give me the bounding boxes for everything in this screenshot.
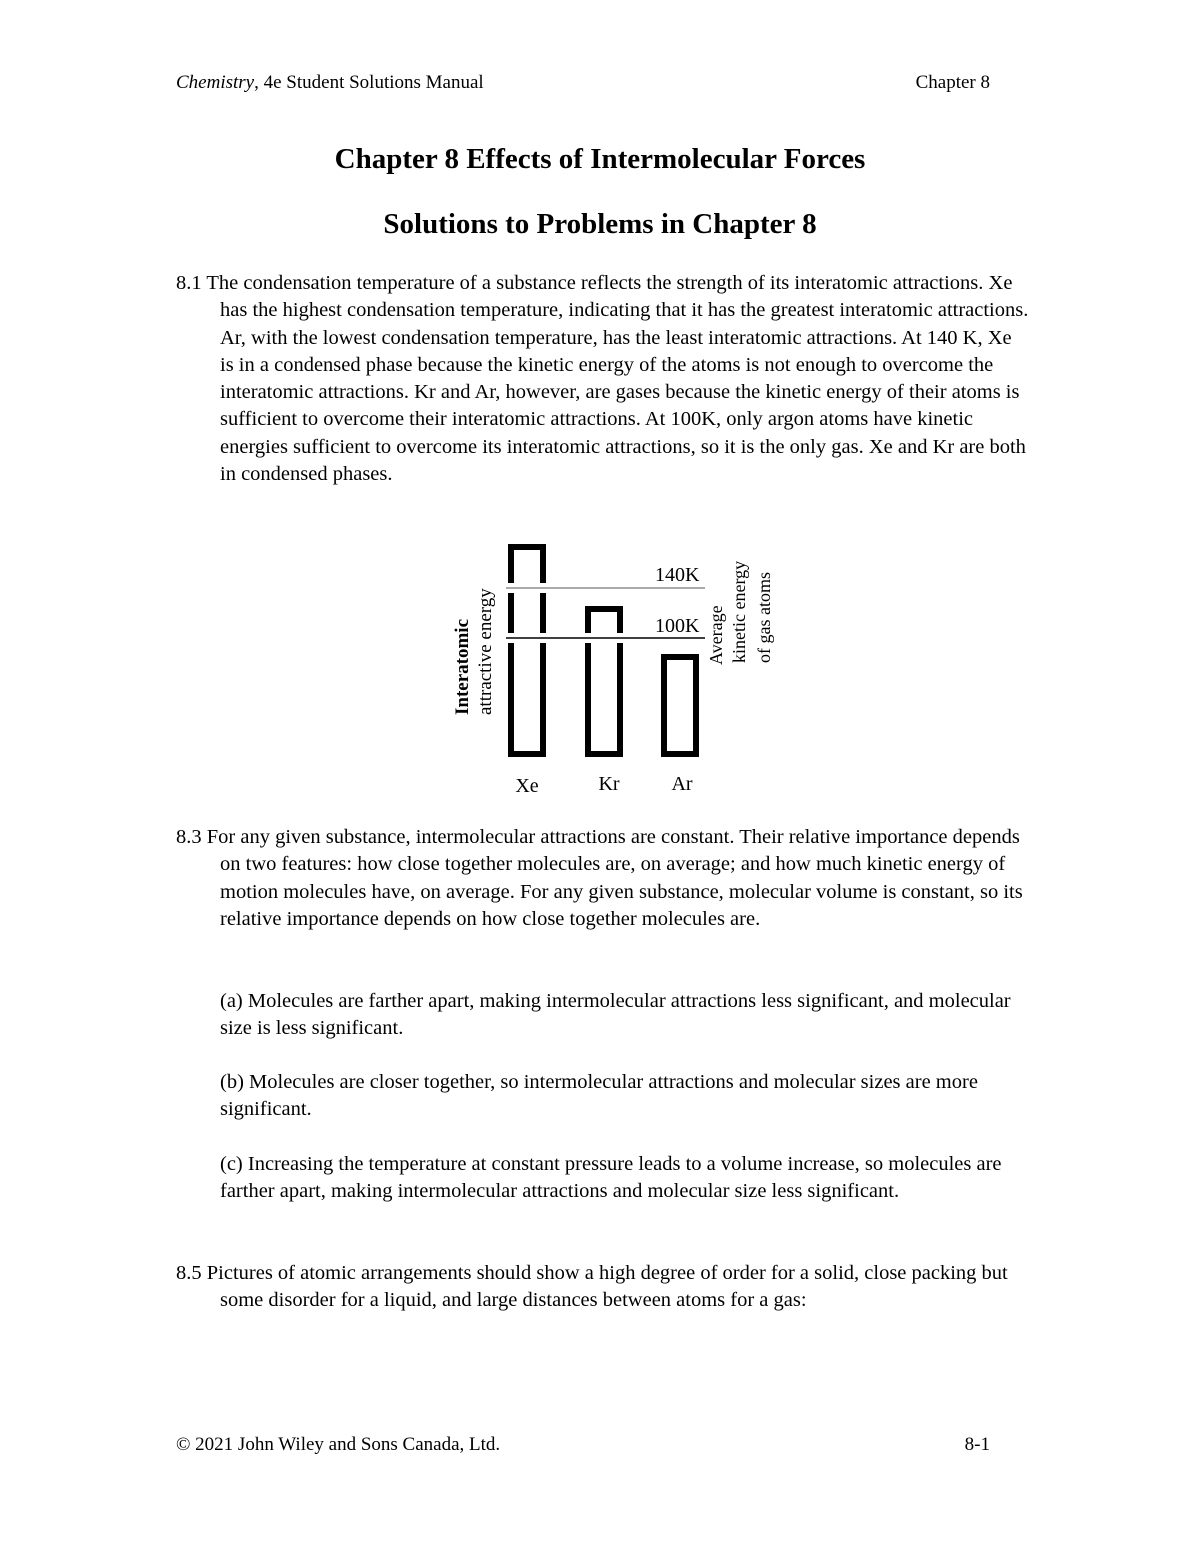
label-100k: 100K: [655, 615, 700, 637]
problem-8-5: 8.5 Pictures of atomic arrangements should show a high degree of order for a solid, close packing but some disorder for a liquid, and large distances between atoms for a gas:: [176, 1262, 1008, 1312]
running-header-title: [176, 72, 484, 94]
left-axis-label-1: Interatomic: [452, 618, 473, 715]
left-axis-label-2: attractive energy: [475, 588, 496, 715]
page-number: 8-1: [964, 1434, 990, 1455]
right-axis-label-1: Average: [706, 605, 726, 665]
running-header-chapter: Chapter 8: [915, 72, 990, 93]
section-title: Solutions to Problems in Chapter 8: [383, 208, 817, 240]
problem-8-3: 8.3 For any given substance, intermolecular attractions are constant. Their relative importance depends on two features: how close together molecules are, on average; and how much kinetic energy of motion molecules have, on average. For any given substance, molecular volume is constant, so its relative importance depends on how close together molecules are.: [176, 826, 1023, 930]
copyright-footer: © 2021 John Wiley and Sons Canada, Ltd.: [176, 1434, 501, 1455]
problem-8-3-part-b: (b) Molecules are closer together, so intermolecular attractions and molecular sizes are more significant.: [220, 1071, 978, 1121]
bar-label-xe: Xe: [515, 775, 539, 797]
bar-kr: [588, 609, 620, 754]
problem-8-1: 8.1 The condensation temperature of a substance reflects the strength of its interatomic attractions. Xe has the highest condensation temperature, indicating that it has the greatest interatomic attractions. Ar, with the lowest condensation temperature, has the least interatomic attractions. At 140 K, Xe is in a condensed phase because the kinetic energy of the atoms is not enough to overcome the interatomic attractions. Kr and Ar, however, are gases because the kinetic energy of their atoms is sufficient to overcome their interatomic attractions. At 100K, only argon atoms have kinetic energies sufficient to overcome its interatomic attractions, so it is the only gas. Xe and Kr are both in condensed phases.: [176, 272, 1029, 486]
right-axis-label-2: kinetic energy: [729, 560, 749, 663]
bar-label-ar: Ar: [671, 773, 693, 795]
right-axis-label-3: of gas atoms: [754, 572, 774, 663]
problem-8-3-part-c: (c) Increasing the temperature at constant pressure leads to a volume increase, so molecules are farther apart, making intermolecular attractions and molecular size less significant.: [220, 1153, 1002, 1203]
chapter-title: Chapter 8 Effects of Intermolecular Forces: [334, 143, 866, 175]
bar-ar: [664, 657, 696, 754]
bar-label-kr: Kr: [598, 773, 620, 795]
problem-8-3-part-a: (a) Molecules are farther apart, making intermolecular attractions less significant, and molecular size is less significant.: [220, 990, 1011, 1040]
label-140k: 140K: [655, 564, 700, 586]
bar-xe: [511, 547, 543, 754]
book-title: Chemistry: [176, 72, 255, 93]
book-title-rest: , 4e Student Solutions Manual: [254, 72, 484, 93]
energy-diagram: [430, 535, 790, 805]
